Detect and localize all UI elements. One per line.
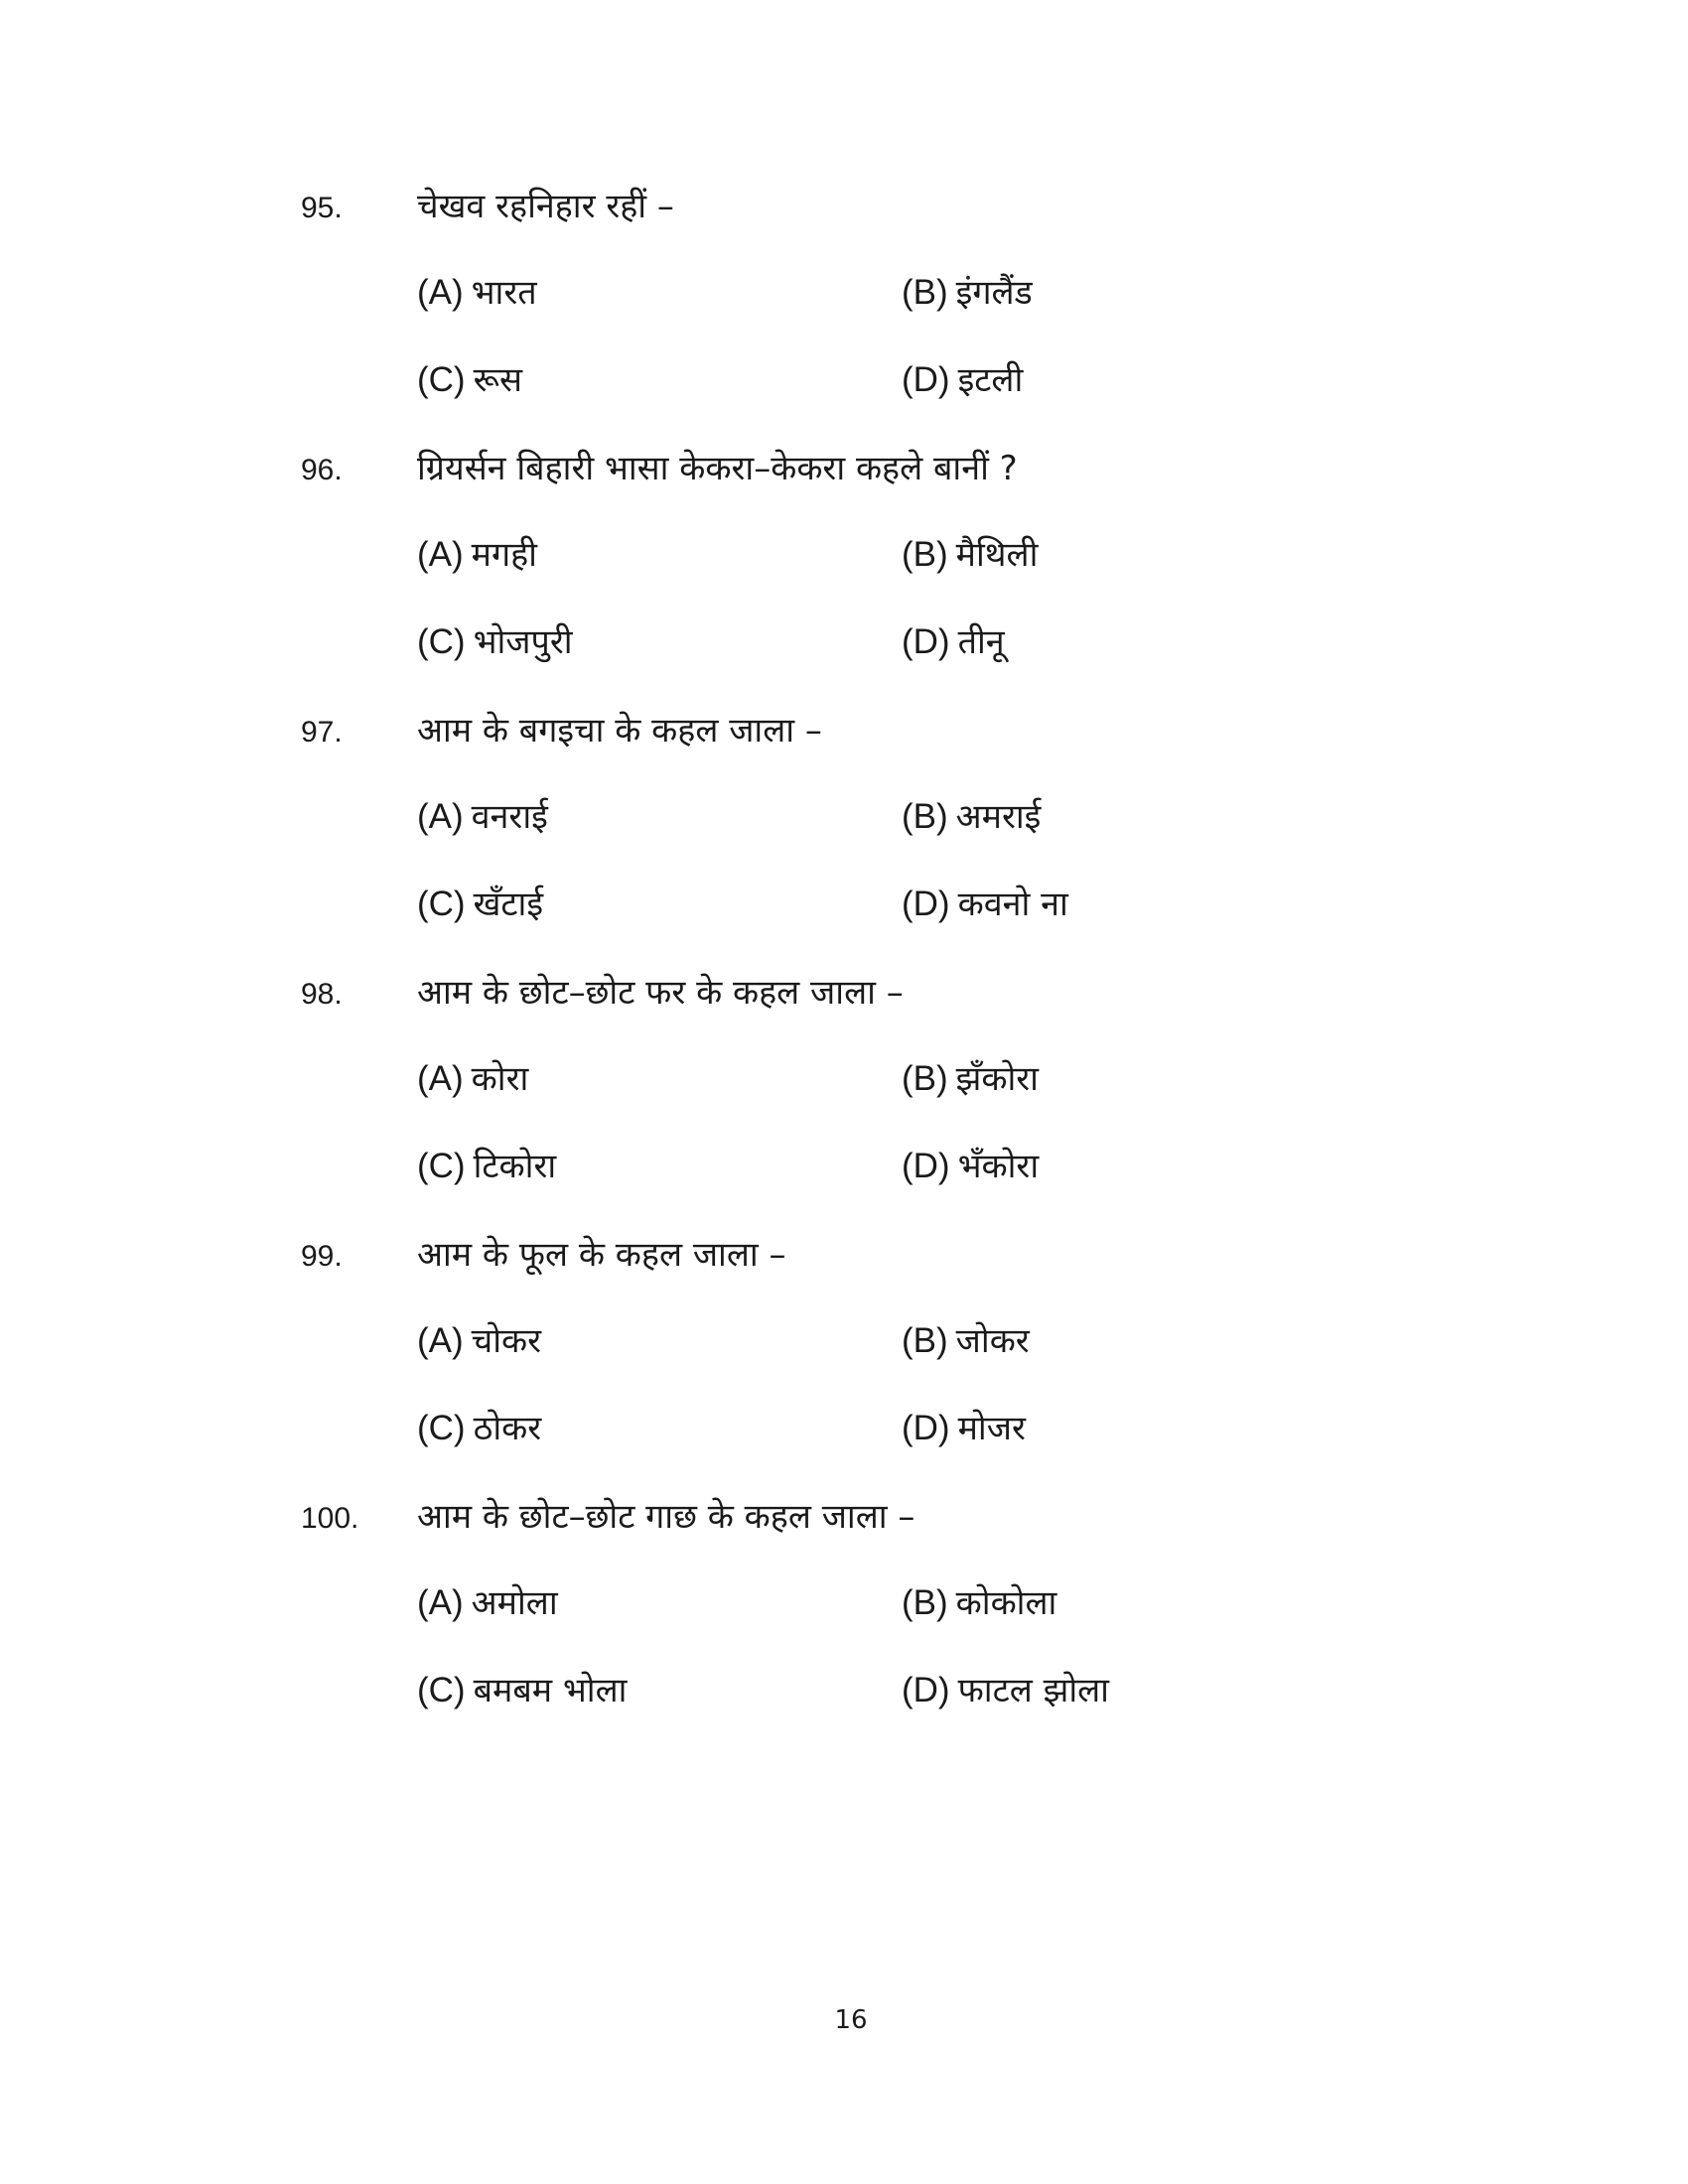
option-d <box>902 1145 1039 1188</box>
question-text: आम के छोट–छोट फर के कहल जाला – <box>417 973 904 1013</box>
question-text: आम के बगइचा के कहल जाला – <box>417 711 822 751</box>
option-text: कोकोला <box>955 1583 1057 1623</box>
option-d <box>902 883 1068 926</box>
question-text: आम के छोट–छोट गाछ के कहल जाला – <box>417 1497 915 1537</box>
option-label: (C) <box>417 1671 466 1709</box>
option-d <box>902 1669 1109 1712</box>
option-label: (B) <box>902 1059 948 1098</box>
option-text: कवनो ना <box>957 885 1068 924</box>
option-b <box>902 1319 1030 1363</box>
option-text: फाटल झोला <box>957 1671 1109 1710</box>
option-label: (C) <box>417 1409 466 1447</box>
option-text: अमराई <box>955 797 1042 837</box>
option-a <box>417 1581 558 1625</box>
option-d <box>902 358 1023 402</box>
option-text: भारत <box>471 273 537 313</box>
option-label: (D) <box>902 1409 950 1447</box>
option-text: झँकोरा <box>955 1059 1039 1099</box>
option-text: इटली <box>957 360 1024 400</box>
option-c <box>417 1145 556 1188</box>
option-label: (A) <box>417 1059 464 1098</box>
option-a <box>417 271 537 315</box>
option-text: खँटाई <box>473 885 544 924</box>
option-label: (D) <box>902 885 950 923</box>
option-d <box>902 1407 1026 1450</box>
option-text: मैथिली <box>955 535 1039 575</box>
option-c <box>417 883 543 926</box>
option-label: (C) <box>417 885 466 923</box>
question-number: 100. <box>301 1502 359 1535</box>
option-label: (C) <box>417 360 466 399</box>
question-number: 99. <box>301 1240 343 1273</box>
option-b <box>902 795 1041 839</box>
option-text: बमबम भोला <box>473 1671 628 1710</box>
option-label: (A) <box>417 535 464 574</box>
option-label: (A) <box>417 1583 464 1622</box>
option-d <box>902 620 1005 664</box>
option-label: (B) <box>902 535 948 574</box>
question-number: 96. <box>301 454 343 486</box>
option-label: (D) <box>902 1147 950 1185</box>
option-a <box>417 1319 541 1363</box>
question-number: 97. <box>301 716 343 749</box>
option-c <box>417 1669 627 1712</box>
question-text: ग्रियर्सन बिहारी भासा केकरा–केकरा कहले बानीं ? <box>417 449 1018 488</box>
option-label: (D) <box>902 360 950 399</box>
option-b <box>902 1581 1056 1625</box>
option-c <box>417 620 573 664</box>
option-label: (A) <box>417 273 464 312</box>
question-text: आम के फूल के कहल जाला – <box>417 1235 786 1275</box>
option-text: अमोला <box>471 1583 558 1623</box>
option-text: चोकर <box>471 1321 542 1361</box>
option-c <box>417 1407 541 1450</box>
option-b <box>902 533 1038 577</box>
option-a <box>417 1057 528 1101</box>
option-label: (C) <box>417 622 466 661</box>
option-text: टिकोरा <box>473 1147 557 1186</box>
option-text: मोजर <box>957 1409 1026 1448</box>
option-text: रूस <box>473 360 522 400</box>
option-label: (B) <box>902 273 948 312</box>
option-label: (B) <box>902 1583 948 1622</box>
question-number: 98. <box>301 978 343 1011</box>
option-label: (B) <box>902 797 948 836</box>
option-b <box>902 271 1033 315</box>
question-number: 95. <box>301 192 343 224</box>
option-text: भँकोरा <box>957 1147 1040 1186</box>
option-label: (A) <box>417 1321 464 1360</box>
option-text: भोजपुरी <box>473 622 573 662</box>
option-b <box>902 1057 1039 1101</box>
option-label: (D) <box>902 1671 950 1709</box>
option-text: इंगलैंड <box>955 273 1033 313</box>
option-label: (B) <box>902 1321 948 1360</box>
page-number: 16 <box>834 2005 868 2035</box>
option-text: तीनू <box>957 622 1005 662</box>
option-text: ठोकर <box>473 1409 542 1448</box>
option-c <box>417 358 522 402</box>
option-label: (A) <box>417 797 464 836</box>
option-label: (D) <box>902 622 950 661</box>
option-a <box>417 533 537 577</box>
question-text: चेखव रहनिहार रहीं – <box>417 187 674 226</box>
option-text: कोरा <box>471 1059 529 1099</box>
option-a <box>417 795 548 839</box>
option-text: जोकर <box>955 1321 1030 1361</box>
option-label: (C) <box>417 1147 466 1185</box>
option-text: मगही <box>471 535 537 575</box>
option-text: वनराई <box>471 797 548 837</box>
